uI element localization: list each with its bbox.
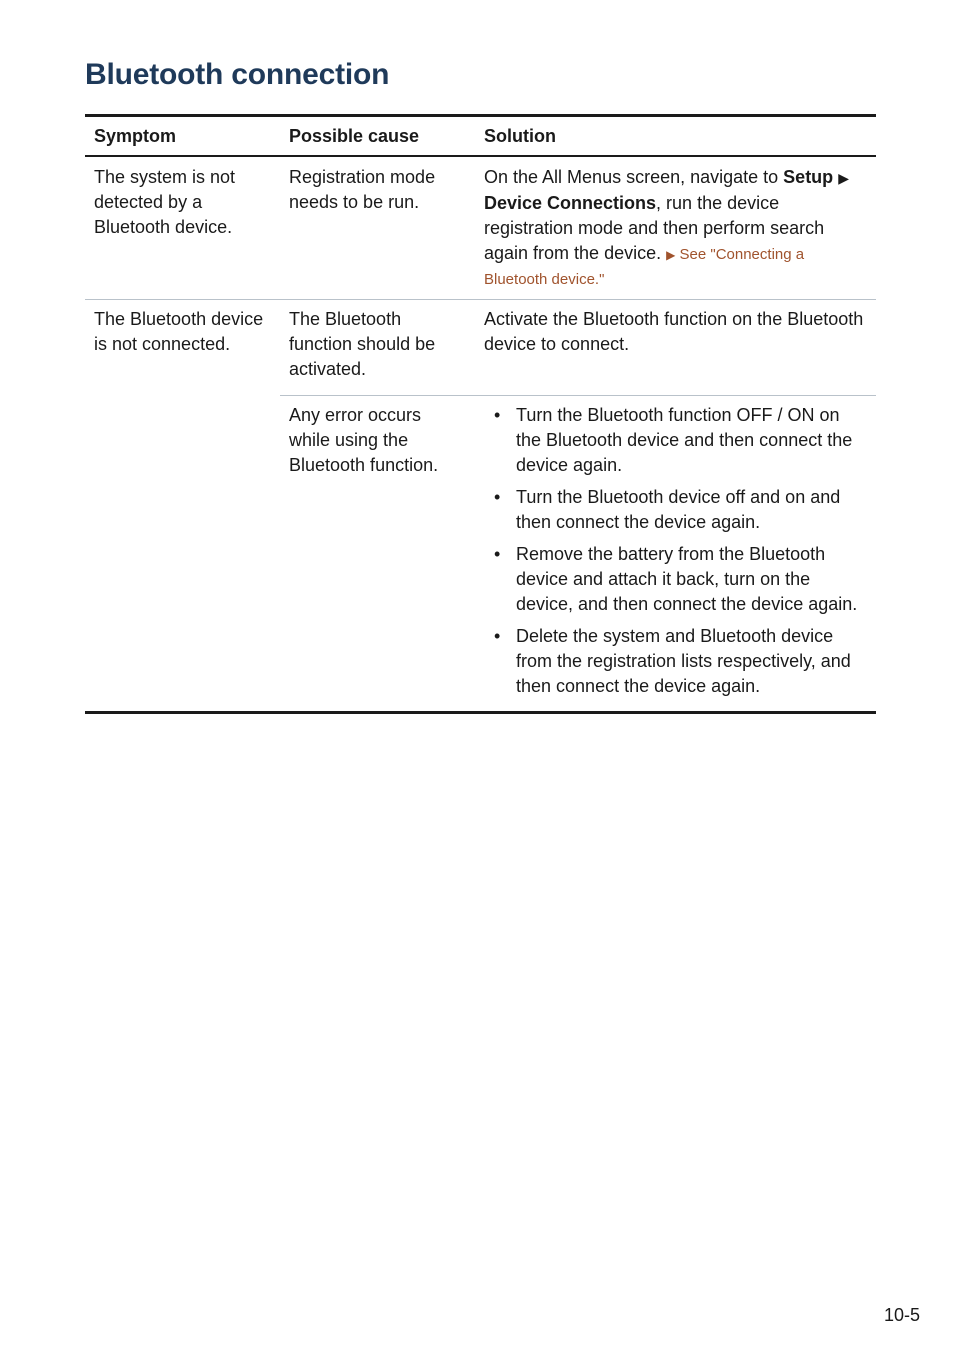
symptom-cell: The system is not detected by a Bluetooth device. [94,167,236,237]
sub-rows [280,300,876,711]
table-row [280,396,876,711]
header-symptom: Symptom [94,126,177,146]
solution-text-continued: , run the device registration mode and then perform search again from the device. [484,193,825,263]
list-item-text: Delete the system and Bluetooth device from the registration lists respectively, and then connect the device again. [516,626,851,696]
page-number: 10-5 [883,1305,920,1325]
solution-cell: Activate the Bluetooth function on the Bluetooth device to connect. [484,309,864,354]
menu-device-connections: Device Connections [484,193,657,213]
bullet-dot-icon: • [494,487,501,507]
header-possible-cause: Possible cause [289,126,420,146]
table-header [85,117,876,157]
solution-list [484,403,867,699]
symptom-cell: The Bluetooth device is not connected. [94,309,264,354]
table-row-group [85,300,876,711]
list-item [484,542,867,617]
solution-cell [475,396,876,711]
table-row [280,300,876,396]
list-item [484,403,867,478]
list-item-text: Remove the battery from the Bluetooth device and attach it back, turn on the device, and then connect the device again. [516,544,858,614]
cause-cell: Any error occurs while using the Bluetooth function. [289,405,439,475]
page-title: Bluetooth connection [85,58,390,91]
list-item [484,485,867,535]
solution-text: On the All Menus screen, navigate to [484,167,784,187]
bullet-dot-icon: • [494,544,501,564]
list-item [484,624,867,699]
cause-cell: Registration mode needs to be run. [289,167,436,212]
header-solution: Solution [484,126,556,146]
play-triangle-icon: ▶ [838,170,849,186]
bullet-dot-icon: • [494,626,501,646]
cause-cell: The Bluetooth function should be activated. [289,309,436,379]
menu-setup: Setup [783,167,834,187]
list-item-text: Turn the Bluetooth device off and on and then connect the device again. [516,487,841,532]
troubleshooting-table [85,114,876,714]
play-triangle-icon: ▶ [666,248,676,262]
table-row [85,157,876,300]
cross-reference-text: See "Connecting a Bluetooth device." [484,246,805,288]
list-item-text: Turn the Bluetooth function OFF / ON on the Bluetooth device and then connect the device again. [516,405,853,475]
solution-cell [475,157,876,299]
bullet-dot-icon: • [494,405,501,425]
